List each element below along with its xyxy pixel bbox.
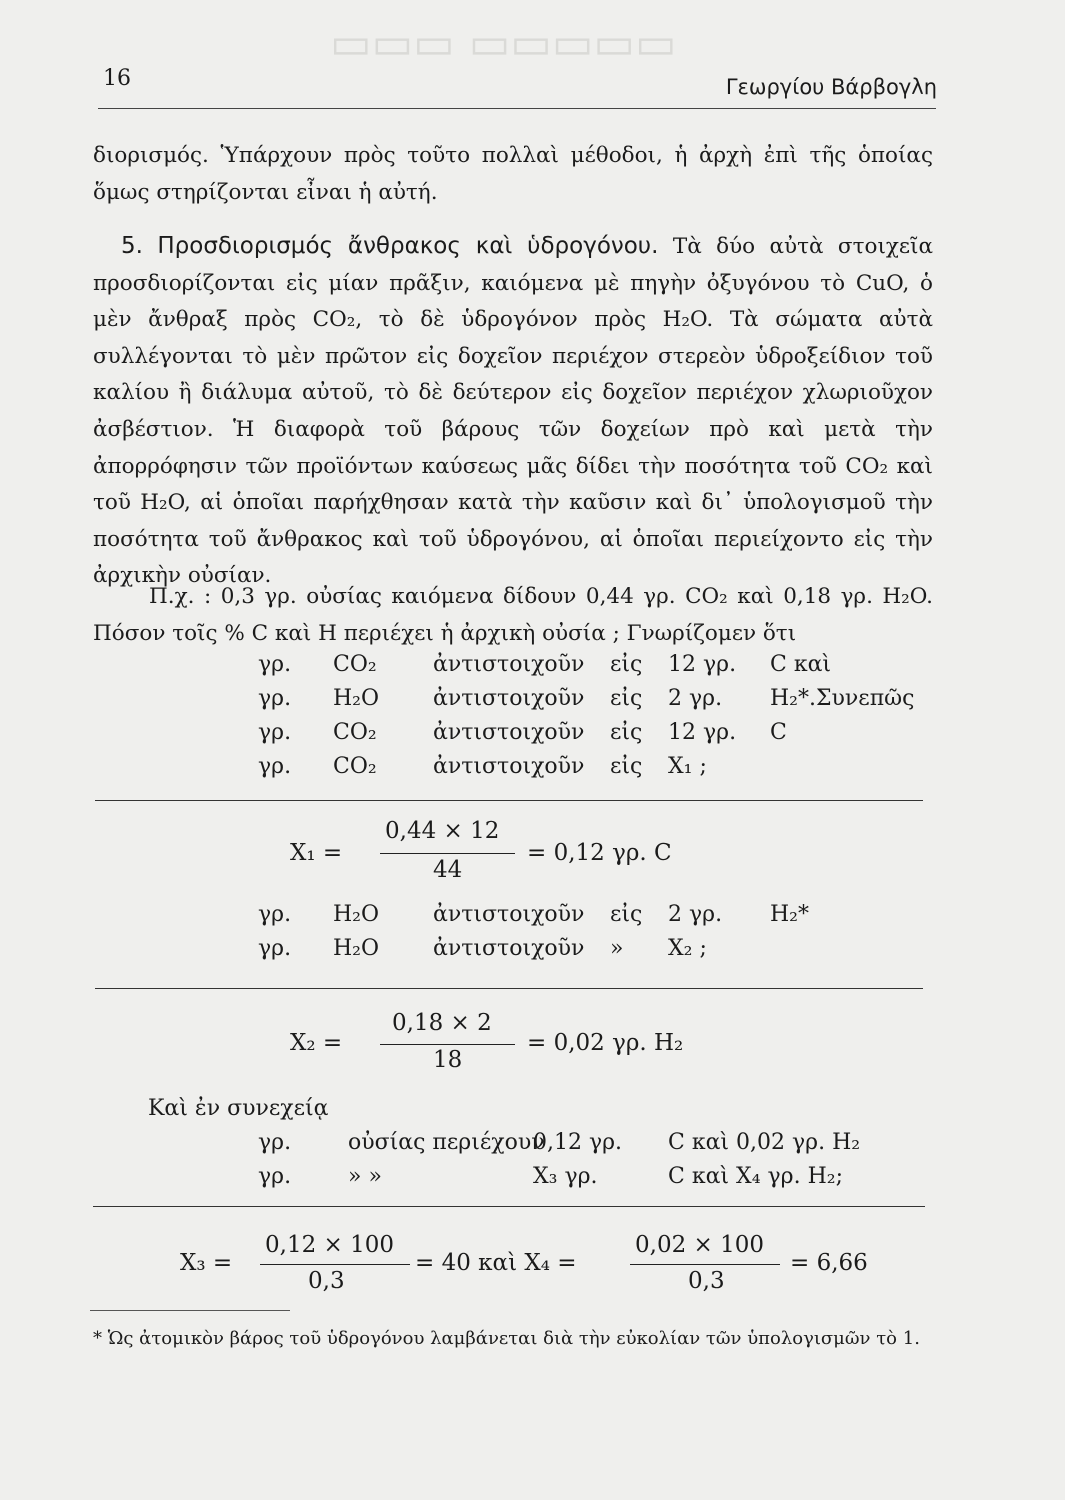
cell-v: ἀντιστοιχοῦν xyxy=(433,902,585,927)
cell-t: C xyxy=(770,720,787,745)
cell-p: εἰς xyxy=(610,754,643,779)
eq1-result: = 0,12 γρ. C xyxy=(527,840,672,866)
cell-s: CO₂ xyxy=(333,720,377,745)
eq1-fraction-bar xyxy=(380,853,515,854)
cell-p: εἰς xyxy=(610,720,643,745)
cell-s: CO₂ xyxy=(333,652,377,677)
cell-s: H₂O xyxy=(333,936,380,961)
header-rule xyxy=(98,108,936,109)
cell-u: γρ. xyxy=(258,936,292,961)
cell-u: γρ. xyxy=(258,720,292,745)
section-number: 5. xyxy=(121,233,143,259)
page-number: 16 xyxy=(103,66,131,91)
eq1-lhs: X₁ = xyxy=(290,840,343,866)
cell-s: » » xyxy=(348,1164,382,1189)
divider-rule xyxy=(95,800,923,801)
eq3-result: = 6,66 xyxy=(790,1250,868,1276)
cell-u: γρ. xyxy=(258,1164,292,1189)
cell-u: γρ. xyxy=(258,1130,292,1155)
cell-s: H₂O xyxy=(333,686,380,711)
cell-p: εἰς xyxy=(610,686,643,711)
cell-s: H₂O xyxy=(333,902,380,927)
cell-a: X₁ ; xyxy=(668,754,707,779)
cell-u: γρ. xyxy=(258,902,292,927)
cell-u: γρ. xyxy=(258,686,292,711)
cell-v: ἀντιστοιχοῦν xyxy=(433,720,585,745)
eq1-numerator: 0,44 × 12 xyxy=(385,818,500,844)
eq2-result: = 0,02 γρ. H₂ xyxy=(527,1030,684,1056)
bleed-through-marks: ▭▭▭ ▭▭▭▭▭ xyxy=(330,18,677,69)
intro-paragraph: διορισμός. Ὑπάρχουν πρὸς τοῦτο πολλαὶ μέθοδοι, ἡ ἀρχὴ ἐπὶ τῆς ὁποίας ὅμως στηρίζονται εἶναι ἡ αὐτή. xyxy=(93,143,933,205)
cell-u: γρ. xyxy=(258,754,292,779)
eq3-middle: = 40 καὶ X₄ = xyxy=(415,1250,577,1276)
eq2-lhs: X₂ = xyxy=(290,1030,343,1056)
cell-u: γρ. xyxy=(258,652,292,677)
section-paragraph xyxy=(93,228,933,595)
section-title: Προσδιορισμός ἄνθρακος καὶ ὑδρογόνου. xyxy=(157,233,659,259)
eq3-numerator-1: 0,12 × 100 xyxy=(265,1232,395,1258)
eq1-denominator: 44 xyxy=(433,857,463,883)
section-body: Τὰ δύο αὐτὰ στοιχεῖα προσδιορίζονται εἰς μίαν πρᾶξιν, καιόμενα μὲ πηγὴν ὀξυγόνου τὸ CuO, ὁ μὲν ἄνθραξ πρὸς CO₂, τὸ δὲ ὑδρογόνον πρὸς H₂O. Τὰ σώματα αὐτὰ συλλέγονται τὸ μὲν πρῶτον εἰς δοχεῖον περιέχον στερεὸν ὑδροξείδιον τοῦ καλίου ἢ διάλυμα αὐτοῦ, τὸ δὲ δεύτερον εἰς δοχεῖον περιέχον χλωριοῦχον ἀσβέστιον. Ἡ διαφορὰ τοῦ βάρους τῶν δοχείων πρὸ καὶ μετὰ τὴν ἀπορρόφησιν τῶν προϊόντων καύσεως μᾶς δίδει τὴν ποσότητα τοῦ CO₂ καὶ τοῦ H₂O, αἱ ὁποῖαι παρήχθησαν κατὰ τὴν καῦσιν καὶ δι᾽ ὑπολογισμοῦ τὴν ποσότητα τοῦ ἄνθρακος καὶ τοῦ ὑδρογόνου, αἱ ὁποῖαι περιείχοντο εἰς τὴν ἀρχικὴν οὐσίαν. xyxy=(93,234,933,589)
cell-v: ἀντιστοιχοῦν xyxy=(433,686,585,711)
cell-t: C καὶ xyxy=(770,652,832,677)
cell-v: ἀντιστοιχοῦν xyxy=(433,652,585,677)
cell-a: 2 γρ. xyxy=(668,902,723,927)
eq3-numerator-2: 0,02 × 100 xyxy=(635,1232,765,1258)
cell-s: οὐσίας περιέχουν xyxy=(348,1130,545,1155)
eq2-denominator: 18 xyxy=(433,1047,463,1073)
divider-rule xyxy=(93,1206,925,1207)
eq2-fraction-bar xyxy=(380,1044,515,1045)
cell-a: 12 γρ. xyxy=(668,652,737,677)
cell-a: 0,12 γρ. xyxy=(533,1130,623,1155)
continuation-label: Καὶ ἐν συνεχείᾳ xyxy=(148,1096,329,1121)
cell-b: C καὶ 0,02 γρ. H₂ xyxy=(668,1130,861,1155)
footnote-rule xyxy=(90,1310,290,1311)
running-head: Γεωργίου Βάρβογλη xyxy=(725,75,937,99)
eq3-denominator-2: 0,3 xyxy=(688,1268,725,1294)
cell-s: CO₂ xyxy=(333,754,377,779)
divider-rule xyxy=(95,988,923,989)
cell-v: ἀντιστοιχοῦν xyxy=(433,754,585,779)
eq2-numerator: 0,18 × 2 xyxy=(392,1010,492,1036)
eq3-lhs: X₃ = xyxy=(180,1250,233,1276)
cell-b: C καὶ X₄ γρ. H₂; xyxy=(668,1164,844,1189)
cell-a: 2 γρ. xyxy=(668,686,723,711)
cell-t: H₂*.Συνεπῶς xyxy=(770,686,915,711)
footnote: * Ὡς ἀτομικὸν βάρος τοῦ ὑδρογόνου λαμβάνεται διὰ τὴν εὐκολίαν τῶν ὑπολογισμῶν τὸ 1. xyxy=(93,1328,920,1349)
cell-p: εἰς xyxy=(610,652,643,677)
cell-a: 12 γρ. xyxy=(668,720,737,745)
cell-p: » xyxy=(610,936,624,961)
cell-a: X₃ γρ. xyxy=(533,1164,598,1189)
eq3-fraction-bar-2 xyxy=(630,1264,780,1265)
cell-a: X₂ ; xyxy=(668,936,707,961)
eq3-denominator-1: 0,3 xyxy=(308,1268,345,1294)
cell-p: εἰς xyxy=(610,902,643,927)
cell-v: ἀντιστοιχοῦν xyxy=(433,936,585,961)
eq3-fraction-bar-1 xyxy=(260,1264,410,1265)
cell-t: H₂* xyxy=(770,902,810,927)
example-paragraph: Π.χ. : 0,3 γρ. οὐσίας καιόμενα δίδουν 0,44 γρ. CO₂ καὶ 0,18 γρ. H₂O. Πόσον τοῖς % C καὶ H περιέχει ἡ ἀρχικὴ οὐσία ; Γνωρίζομεν ὅτι xyxy=(93,584,933,646)
